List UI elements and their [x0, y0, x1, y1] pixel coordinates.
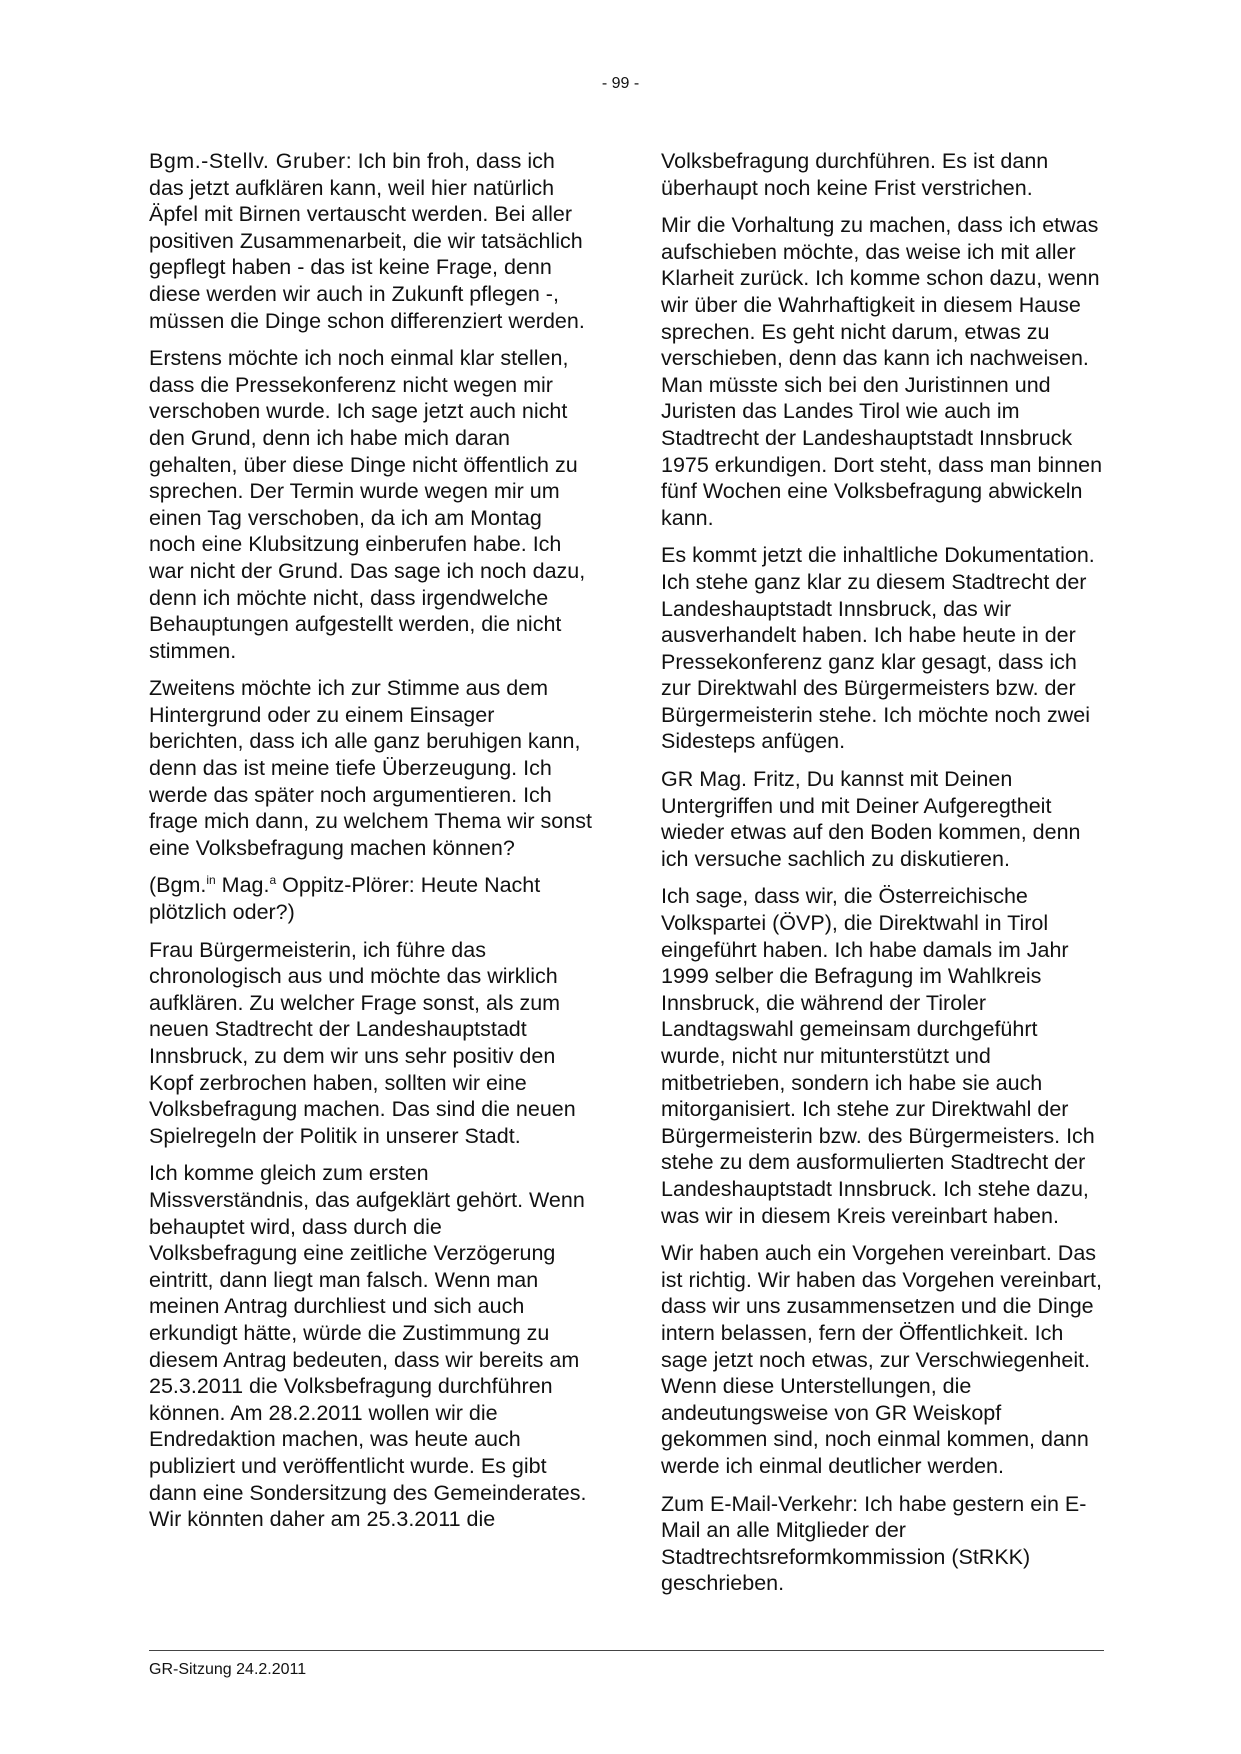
paragraph: Ich sage, dass wir, die Österreichische Volkspartei (ÖVP), die Direktwahl in Tirol eingeführt haben. Ich habe damals im Jahr 1999 selber die Befragung im Wahlkreis Innsbruck, die während der Tiroler Landtagswahl gemeinsam durchgeführt wurde, nicht nur mitunterstützt und mitbetrieben, sondern ich habe sie auch mitorganisiert. Ich stehe zur Direktwahl der Bürgermeisterin bzw. des Bürgermeisters. Ich stehe zu dem ausformulierten Stadtrecht der Landeshauptstadt Innsbruck. Ich stehe dazu, was wir in diesem Kreis vereinbart haben.	[661, 884, 1095, 1228]
paragraph: Zum E-Mail-Verkehr: Ich habe gestern ein E-Mail an alle Mitglieder der Stadtrechtsreformkommission (StRKK) geschrieben.	[661, 1491, 1087, 1596]
interjection: (Bgm.$^{in}$ Mag.$^a$ Oppitz-Plörer: Heute Nacht plötzlich oder?)	[149, 873, 541, 925]
footer-divider	[149, 1650, 1104, 1651]
paragraph: Erstens möchte ich noch einmal klar stellen, dass die Pressekonferenz nicht wegen mir verschoben wurde. Ich sage jetzt auch nicht den Grund, denn ich habe mich daran gehalten, über diese Dinge nicht öffentlich zu sprechen. Der Termin wurde wegen mir um einen Tag verschoben, da ich am Montag noch eine Klubsitzung einberufen habe. Ich war nicht der Grund. Das sage ich noch dazu, denn ich möchte nicht, dass irgendwelche Behauptungen aufgestellt werden, die nicht stimmen.	[149, 346, 586, 663]
paragraph: Volksbefragung durchführen. Es ist dann überhaupt noch keine Frist verstrichen.	[661, 149, 1049, 200]
paragraph: GR Mag. Fritz, Du kannst mit Deinen Untergriffen und mit Deiner Aufgeregtheit wieder etwas auf den Boden kommen, denn ich versuche sachlich zu diskutieren.	[661, 767, 1081, 871]
footer-session-date: GR-Sitzung 24.2.2011	[149, 1661, 307, 1678]
paragraph: Ich komme gleich zum ersten Missverständnis, das aufgeklärt gehört. Wenn behauptet wird, dass durch die Volksbefragung eine zeitliche Verzögerung eintritt, dann liegt man falsch. Wenn man meinen Antrag durchliest und sich auch erkundigt hätte, würde die Zustimmung zu diesem Antrag bedeuten, dass wir bereits am 25.3.2011 die Volksbefragung durchführen können. Am 28.2.2011 wollen wir die Endredaktion machen, was heute auch publiziert und veröffentlicht wurde. Es gibt dann eine Sondersitzung des Gemeinderates. Wir könnten daher am 25.3.2011 die	[149, 1161, 587, 1532]
page-number: - 99 -	[601, 75, 640, 92]
speaker-name: Bgm.-Stellv. Gruber	[149, 149, 346, 173]
paragraph: Zweitens möchte ich zur Stimme aus dem Hintergrund oder zu einem Einsager berichten, dass ich alle ganz beruhigen kann, denn das ist meine tiefe Überzeugung. Ich werde das später noch argumentieren. Ich frage mich dann, zu welchem Thema wir sonst eine Volksbefragung machen können?	[149, 676, 592, 860]
paragraph: Frau Bürgermeisterin, ich führe das chronologisch aus und möchte das wirklich aufklären. Zu welcher Frage sonst, als zum neuen Stadtrecht der Landeshauptstadt Innsbruck, zu dem wir uns sehr positiv den Kopf zerbrochen haben, sollten wir eine Volksbefragung machen. Das sind die neuen Spielregeln der Politik in unserer Stadt.	[149, 937, 576, 1148]
paragraph: Mir die Vorhaltung zu machen, dass ich etwas aufschieben möchte, das weise ich mit aller Klarheit zurück. Ich komme schon dazu, wenn wir über die Wahrhaftigkeit in diesem Hause sprechen. Es geht nicht darum, etwas zu verschieben, denn das kann ich nachweisen. Man müsste sich bei den Juristinnen und Juristen das Landes Tirol wie auch im Stadtrecht der Landeshauptstadt Innsbruck 1975 erkundigen. Dort steht, dass man binnen fünf Wochen eine Volksbefragung abwickeln kann.	[661, 213, 1103, 530]
paragraph	[149, 148, 592, 334]
left-column	[149, 148, 592, 1544]
right-column	[661, 148, 1104, 1608]
paragraph-text: : Ich bin froh, dass ich das jetzt aufklären kann, weil hier natürlich Äpfel mit Birnen vertauscht werden. Bei aller positiven Zusammenarbeit, die wir tatsächlich gepflegt haben - das ist keine Frage, denn diese werden wir auch in Zukunft pflegen -, müssen die Dinge schon differenziert werden.	[149, 149, 585, 333]
paragraph: Wir haben auch ein Vorgehen vereinbart. Das ist richtig. Wir haben das Vorgehen vereinbart, dass wir uns zusammensetzen und die Dinge intern belassen, fern der Öffentlichkeit. Ich sage jetzt noch etwas, zur Verschwiegenheit. Wenn diese Unterstellungen, die andeutungsweise von GR Weiskopf gekommen sind, noch einmal kommen, dann werde ich einmal deutlicher werden.	[661, 1241, 1102, 1478]
paragraph: Es kommt jetzt die inhaltliche Dokumentation. Ich stehe ganz klar zu diesem Stadtrecht der Landeshauptstadt Innsbruck, das wir ausverhandelt haben. Ich habe heute in der Pressekonferenz ganz klar gesagt, dass ich zur Direktwahl des Bürgermeisters bzw. der Bürgermeisterin stehe. Ich möchte noch zwei Sidesteps anfügen.	[661, 543, 1095, 754]
